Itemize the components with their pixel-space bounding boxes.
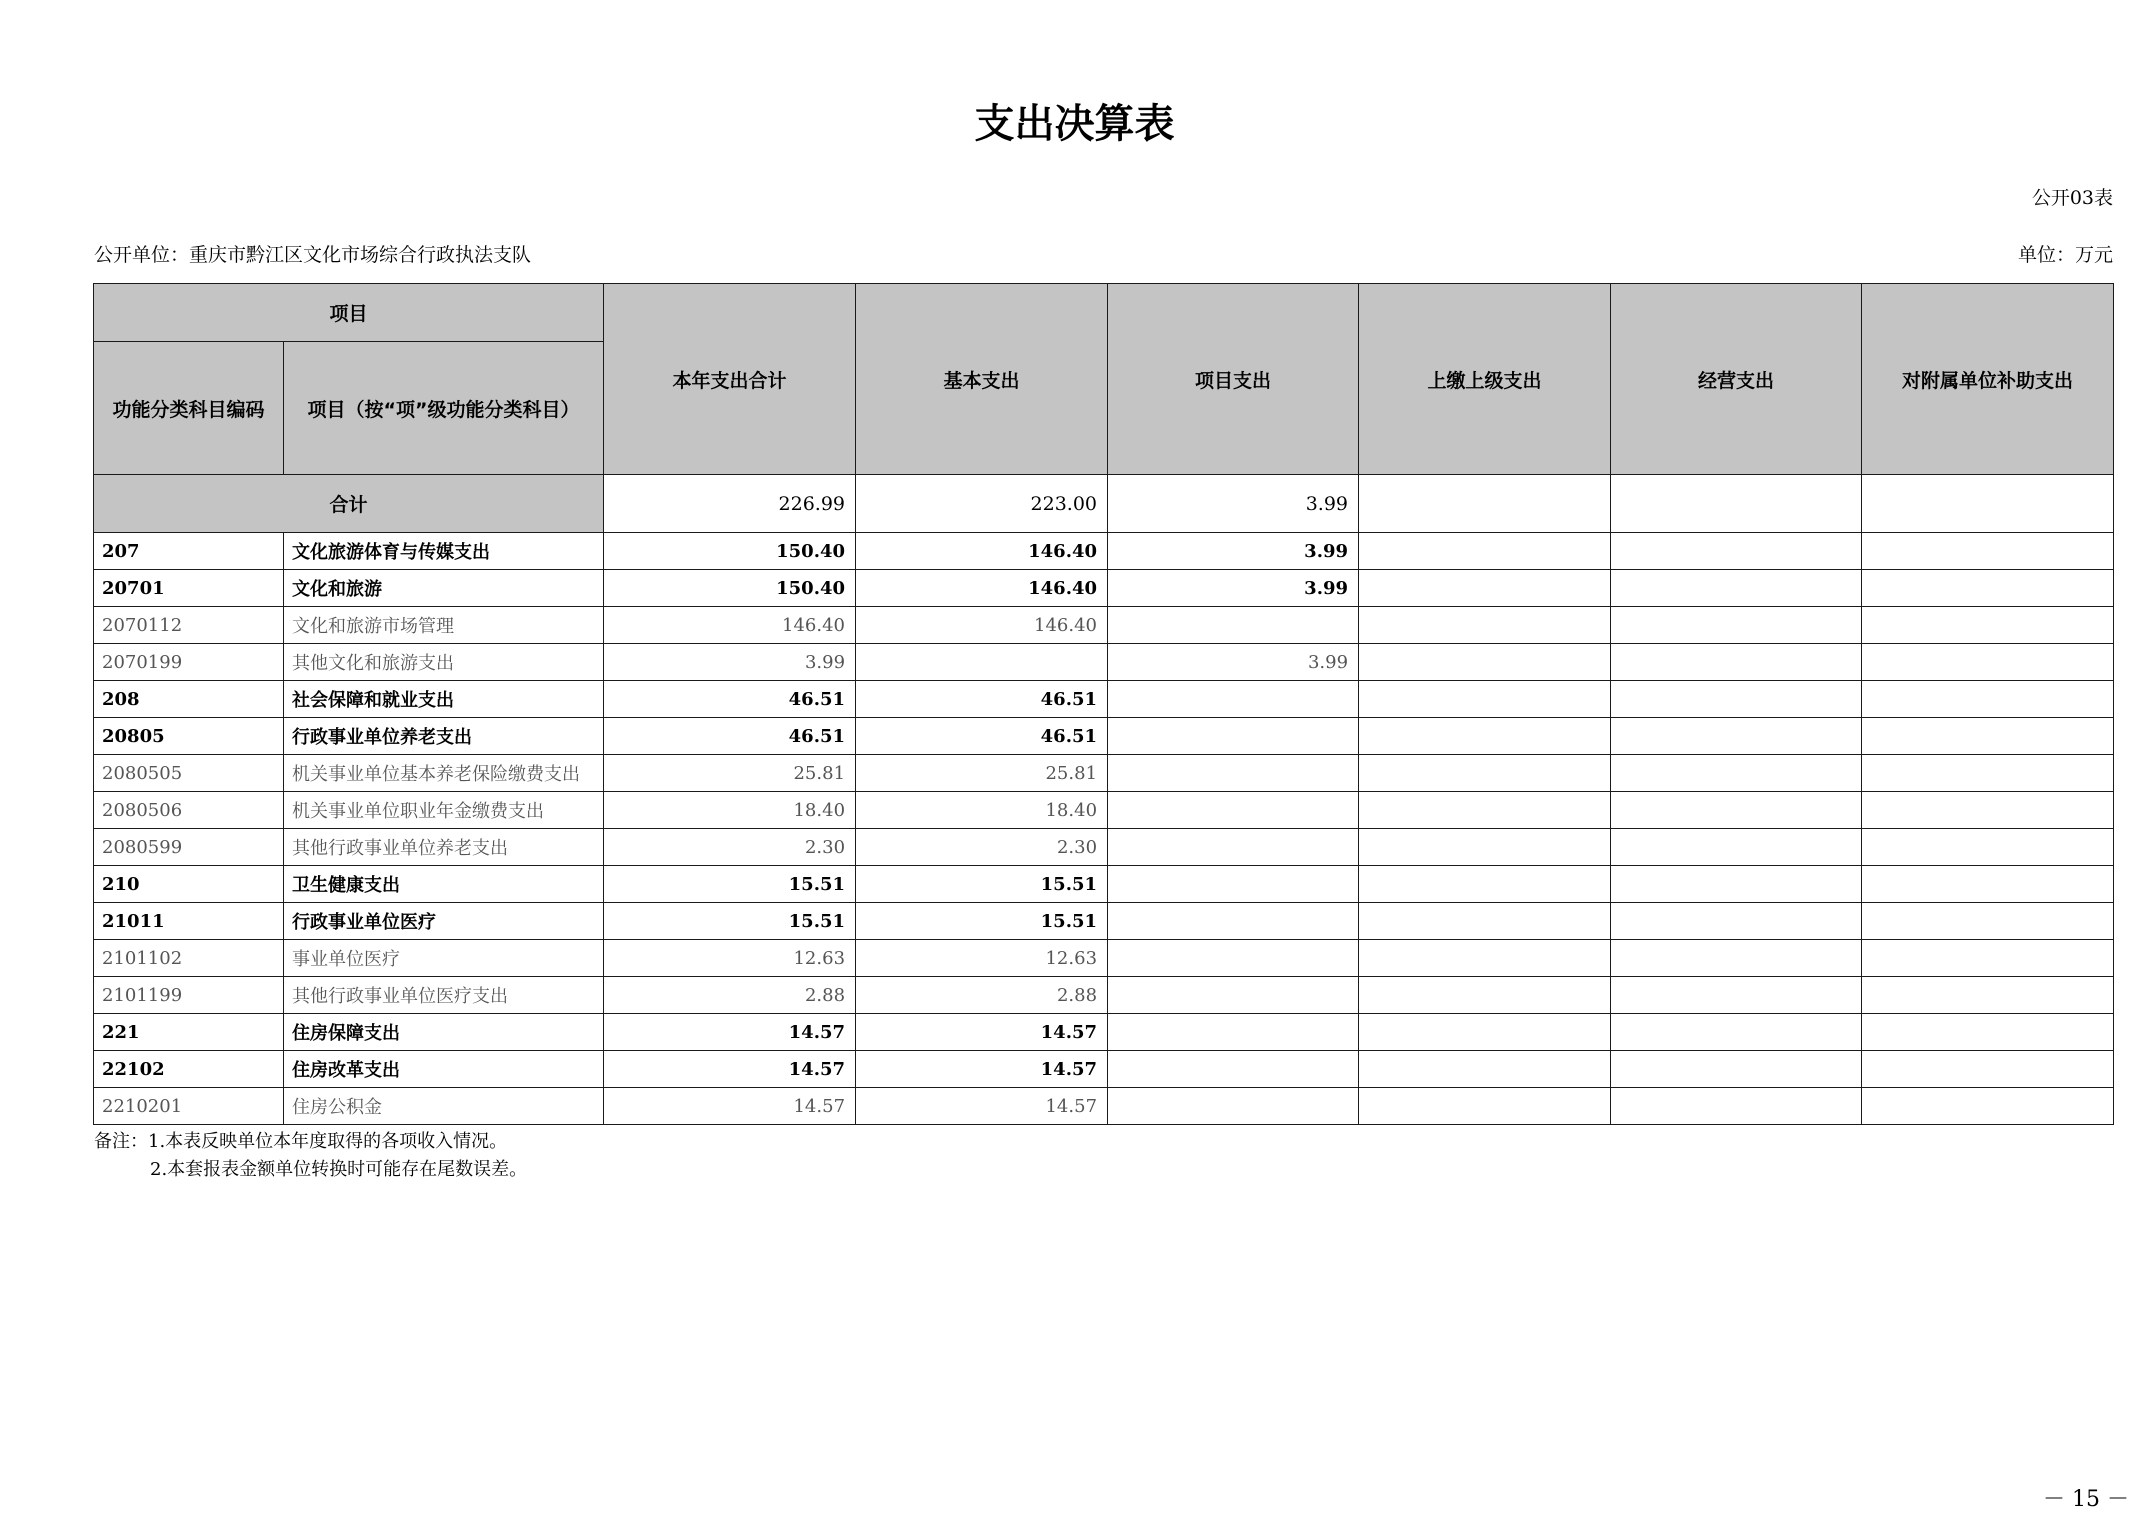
row-value: 14.57 [856, 1014, 1108, 1051]
table-row [94, 792, 2114, 829]
table-row [94, 1088, 2114, 1125]
row-value [1611, 570, 1862, 607]
row-value [1862, 570, 2114, 607]
row-value [1359, 1014, 1611, 1051]
row-value [1108, 1088, 1359, 1125]
row-code: 221 [94, 1014, 284, 1051]
row-value [1108, 940, 1359, 977]
row-value [1862, 792, 2114, 829]
row-value [1611, 792, 1862, 829]
row-value: 146.40 [856, 570, 1108, 607]
row-name: 机关事业单位职业年金缴费支出 [284, 792, 604, 829]
row-value [1611, 1088, 1862, 1125]
row-code: 2070112 [94, 607, 284, 644]
row-value [1862, 533, 2114, 570]
row-value: 18.40 [604, 792, 856, 829]
row-name: 行政事业单位医疗 [284, 903, 604, 940]
row-value [1611, 644, 1862, 681]
row-value [1359, 903, 1611, 940]
row-value: 46.51 [604, 718, 856, 755]
row-value [1611, 718, 1862, 755]
header-project-expenditure: 项目支出 [1108, 284, 1359, 475]
row-value [1108, 792, 1359, 829]
page-number: － 15 － [2043, 1487, 2129, 1512]
row-value [1359, 681, 1611, 718]
table-row [94, 644, 2114, 681]
row-value [1359, 940, 1611, 977]
row-value [1359, 1088, 1611, 1125]
row-value [1108, 829, 1359, 866]
row-value: 3.99 [604, 644, 856, 681]
row-value [1611, 866, 1862, 903]
row-code: 22102 [94, 1051, 284, 1088]
money-unit: 单位：万元 [2017, 244, 2113, 266]
row-code: 2070199 [94, 644, 284, 681]
table-row [94, 829, 2114, 866]
row-value: 2.30 [604, 829, 856, 866]
row-value [1359, 977, 1611, 1014]
form-number: 公开03表 [2031, 187, 2113, 209]
row-value: 14.57 [604, 1088, 856, 1125]
row-code: 2101199 [94, 977, 284, 1014]
row-value: 3.99 [1108, 533, 1359, 570]
row-value [1862, 644, 2114, 681]
row-value [1108, 977, 1359, 1014]
reporting-unit [94, 240, 531, 267]
total-cell [1862, 475, 2114, 533]
table-row [94, 903, 2114, 940]
notes [94, 1128, 527, 1184]
row-value [1862, 977, 2114, 1014]
row-code: 2080506 [94, 792, 284, 829]
row-code: 20805 [94, 718, 284, 755]
row-value: 12.63 [856, 940, 1108, 977]
row-value: 146.40 [604, 607, 856, 644]
row-value: 46.51 [856, 681, 1108, 718]
row-name: 事业单位医疗 [284, 940, 604, 977]
row-name: 其他文化和旅游支出 [284, 644, 604, 681]
row-value: 25.81 [604, 755, 856, 792]
row-value [1359, 755, 1611, 792]
header-name: 项目（按“项”级功能分类科目） [284, 342, 604, 475]
header-basic: 基本支出 [856, 284, 1108, 475]
table-row [94, 1014, 2114, 1051]
table-row [94, 533, 2114, 570]
row-value [1359, 718, 1611, 755]
row-value: 2.30 [856, 829, 1108, 866]
row-name: 其他行政事业单位养老支出 [284, 829, 604, 866]
page-title: 支出决算表 [974, 101, 1175, 147]
row-code: 20701 [94, 570, 284, 607]
row-value [1862, 755, 2114, 792]
row-value: 146.40 [856, 607, 1108, 644]
row-name: 住房保障支出 [284, 1014, 604, 1051]
row-name: 其他行政事业单位医疗支出 [284, 977, 604, 1014]
row-name: 机关事业单位基本养老保险缴费支出 [284, 755, 604, 792]
row-value [1108, 903, 1359, 940]
row-code: 210 [94, 866, 284, 903]
row-value: 2.88 [856, 977, 1108, 1014]
table-row [94, 977, 2114, 1014]
row-value: 3.99 [1108, 644, 1359, 681]
row-value [1611, 607, 1862, 644]
table-row [94, 718, 2114, 755]
total-cell [1359, 475, 1611, 533]
row-value [1862, 940, 2114, 977]
row-value [1359, 570, 1611, 607]
row-value [1108, 1051, 1359, 1088]
header-subsidiary: 对附属单位补助支出 [1862, 284, 2114, 475]
reporting-unit-label: 公开单位： [94, 244, 190, 266]
row-value [1359, 866, 1611, 903]
note-1: 备注：1.本表反映单位本年度取得的各项收入情况。 [94, 1131, 508, 1152]
header-project: 项目 [94, 284, 604, 342]
row-value [1862, 903, 2114, 940]
total-cell [1611, 475, 1862, 533]
row-value: 15.51 [856, 866, 1108, 903]
row-value: 14.57 [856, 1088, 1108, 1125]
row-value [1862, 681, 2114, 718]
row-value: 46.51 [856, 718, 1108, 755]
row-value: 146.40 [856, 533, 1108, 570]
row-value [1862, 607, 2114, 644]
row-value: 18.40 [856, 792, 1108, 829]
header-business: 经营支出 [1611, 284, 1862, 475]
row-value [856, 644, 1108, 681]
row-name: 行政事业单位养老支出 [284, 718, 604, 755]
row-code: 21011 [94, 903, 284, 940]
row-value [1108, 755, 1359, 792]
row-value: 25.81 [856, 755, 1108, 792]
row-value [1611, 1014, 1862, 1051]
row-code: 2080505 [94, 755, 284, 792]
row-value [1862, 718, 2114, 755]
total-cell: 3.99 [1108, 475, 1359, 533]
row-value [1611, 533, 1862, 570]
total-cell: 223.00 [856, 475, 1108, 533]
table-row [94, 607, 2114, 644]
total-label: 合计 [94, 475, 604, 533]
row-value [1611, 755, 1862, 792]
table-row [94, 570, 2114, 607]
row-value [1359, 533, 1611, 570]
row-value [1359, 1051, 1611, 1088]
row-value: 15.51 [604, 866, 856, 903]
row-value: 150.40 [604, 570, 856, 607]
row-code: 2101102 [94, 940, 284, 977]
table-row [94, 866, 2114, 903]
reporting-unit-name: 重庆市黔江区文化市场综合行政执法支队 [189, 244, 532, 266]
table-row [94, 755, 2114, 792]
row-name: 文化和旅游 [284, 570, 604, 607]
row-value: 150.40 [604, 533, 856, 570]
row-code: 207 [94, 533, 284, 570]
row-value [1862, 829, 2114, 866]
row-code: 208 [94, 681, 284, 718]
header-code: 功能分类科目编码 [94, 342, 284, 475]
note-2: 2.本套报表金额单位转换时可能存在尾数误差。 [150, 1159, 528, 1180]
row-value [1611, 977, 1862, 1014]
row-value [1611, 1051, 1862, 1088]
row-value [1862, 1088, 2114, 1125]
row-value: 15.51 [604, 903, 856, 940]
row-value: 14.57 [604, 1014, 856, 1051]
row-value [1862, 866, 2114, 903]
expenditure-table [93, 283, 2114, 1125]
header-upper: 上缴上级支出 [1359, 284, 1611, 475]
row-value: 14.57 [604, 1051, 856, 1088]
row-value [1108, 866, 1359, 903]
row-value [1108, 607, 1359, 644]
row-value [1862, 1014, 2114, 1051]
row-value: 14.57 [856, 1051, 1108, 1088]
row-value: 12.63 [604, 940, 856, 977]
row-code: 2080599 [94, 829, 284, 866]
row-value: 2.88 [604, 977, 856, 1014]
row-name: 住房公积金 [284, 1088, 604, 1125]
table-row [94, 681, 2114, 718]
row-value [1611, 681, 1862, 718]
row-name: 卫生健康支出 [284, 866, 604, 903]
row-value [1108, 718, 1359, 755]
total-cell: 226.99 [604, 475, 856, 533]
table-row [94, 1051, 2114, 1088]
row-value [1359, 607, 1611, 644]
header-total: 本年支出合计 [604, 284, 856, 475]
row-value [1611, 940, 1862, 977]
row-code: 2210201 [94, 1088, 284, 1125]
row-name: 住房改革支出 [284, 1051, 604, 1088]
row-value [1359, 792, 1611, 829]
row-value [1611, 829, 1862, 866]
row-value [1359, 644, 1611, 681]
row-value [1108, 1014, 1359, 1051]
row-value [1108, 681, 1359, 718]
row-name: 文化和旅游市场管理 [284, 607, 604, 644]
table-row [94, 940, 2114, 977]
row-name: 社会保障和就业支出 [284, 681, 604, 718]
row-name: 文化旅游体育与传媒支出 [284, 533, 604, 570]
row-value [1611, 903, 1862, 940]
row-value: 15.51 [856, 903, 1108, 940]
row-value [1862, 1051, 2114, 1088]
row-value: 3.99 [1108, 570, 1359, 607]
row-value: 46.51 [604, 681, 856, 718]
row-value [1359, 829, 1611, 866]
total-row [94, 475, 2114, 533]
